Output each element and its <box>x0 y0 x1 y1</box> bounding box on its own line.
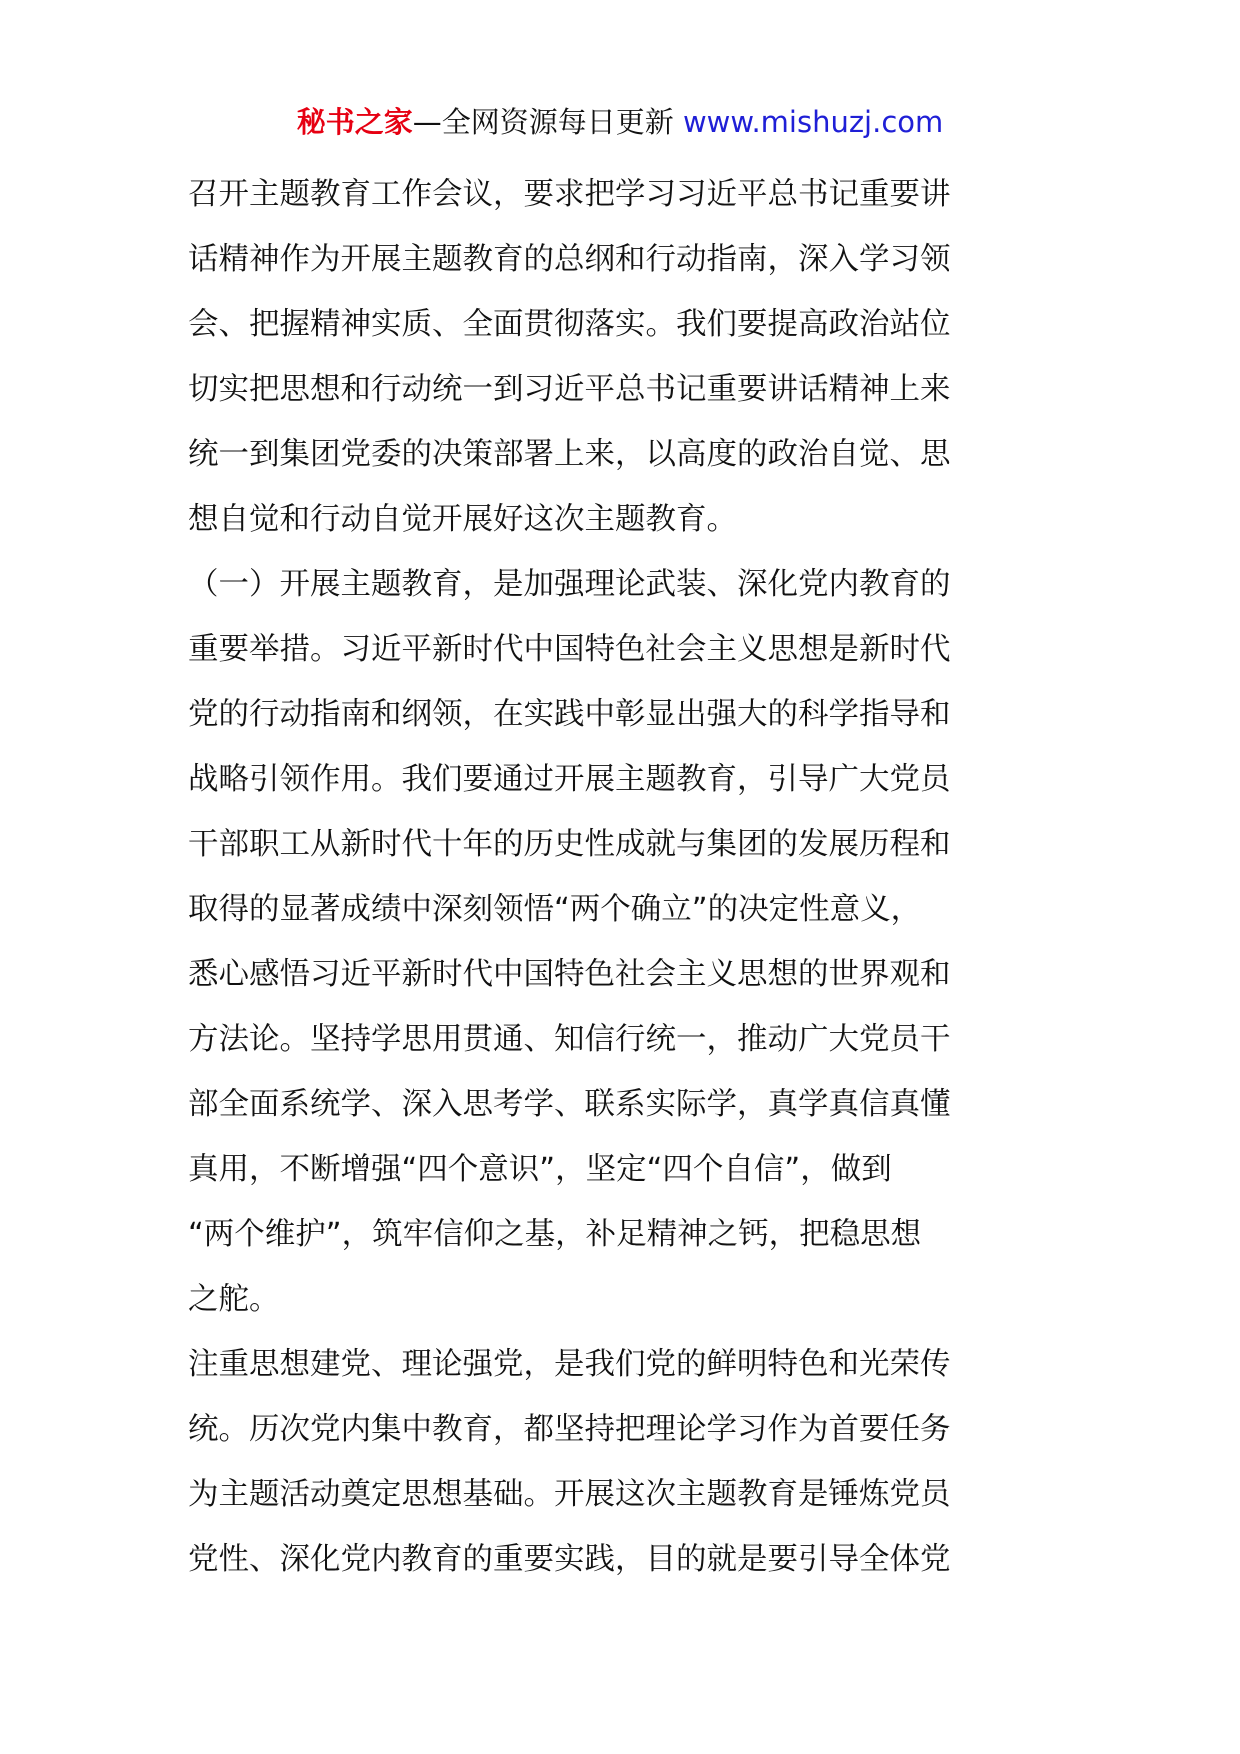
text-line: 悉心感悟习近平新时代中国特色社会主义思想的世界观和 <box>188 957 951 992</box>
text-line: 话精神作为开展主题教育的总纲和行动指南，深入学习领 <box>188 242 951 277</box>
text-line: 取得的显著成绩中深刻领悟“两个确立”的决定性意义， <box>188 892 922 927</box>
site-tagline: —全网资源每日更新 <box>412 105 674 139</box>
text-line: 切实把思想和行动统一到习近平总书记重要讲话精神上来 <box>188 372 951 407</box>
text-line: 党性、深化党内教育的重要实践，目的就是要引导全体党 <box>188 1542 951 1577</box>
text-line: 之舵。 <box>188 1282 280 1317</box>
text-line: 统。历次党内集中教育，都坚持把理论学习作为首要任务 <box>188 1412 951 1447</box>
text-line: 战略引领作用。我们要通过开展主题教育，引导广大党员 <box>188 762 951 797</box>
text-line: 真用，不断增强“四个意识”，坚定“四个自信”，做到 <box>188 1152 892 1187</box>
site-url-link[interactable]: www.mishuzj.com <box>682 105 944 139</box>
text-line: 干部职工从新时代十年的历史性成就与集团的发展历程和 <box>188 827 951 862</box>
text-line: 想自觉和行动自觉开展好这次主题教育。 <box>188 502 737 537</box>
text-line: 统一到集团党委的决策部署上来，以高度的政治自觉、思 <box>188 437 951 472</box>
site-header <box>0 102 1240 142</box>
text-line: 重要举措。习近平新时代中国特色社会主义思想是新时代 <box>188 632 951 667</box>
text-line: 会、把握精神实质、全面贯彻落实。我们要提高政治站位 <box>188 307 951 342</box>
text-line: 方法论。坚持学思用贯通、知信行统一，推动广大党员干 <box>188 1022 951 1057</box>
text-line: 为主题活动奠定思想基础。开展这次主题教育是锤炼党员 <box>188 1477 951 1512</box>
text-line: “两个维护”，筑牢信仰之基，补足精神之钙，把稳思想 <box>188 1217 922 1252</box>
text-line: 党的行动指南和纲领，在实践中彰显出强大的科学指导和 <box>188 697 951 732</box>
text-line: 部全面系统学、深入思考学、联系实际学，真学真信真懂 <box>188 1087 951 1122</box>
document-body <box>188 162 1058 1592</box>
text-line: （一）开展主题教育，是加强理论武装、深化党内教育的 <box>188 567 951 602</box>
text-line: 注重思想建党、理论强党，是我们党的鲜明特色和光荣传 <box>188 1347 951 1382</box>
site-brand: 秘书之家 <box>296 105 413 139</box>
text-line: 召开主题教育工作会议，要求把学习习近平总书记重要讲 <box>188 177 951 212</box>
